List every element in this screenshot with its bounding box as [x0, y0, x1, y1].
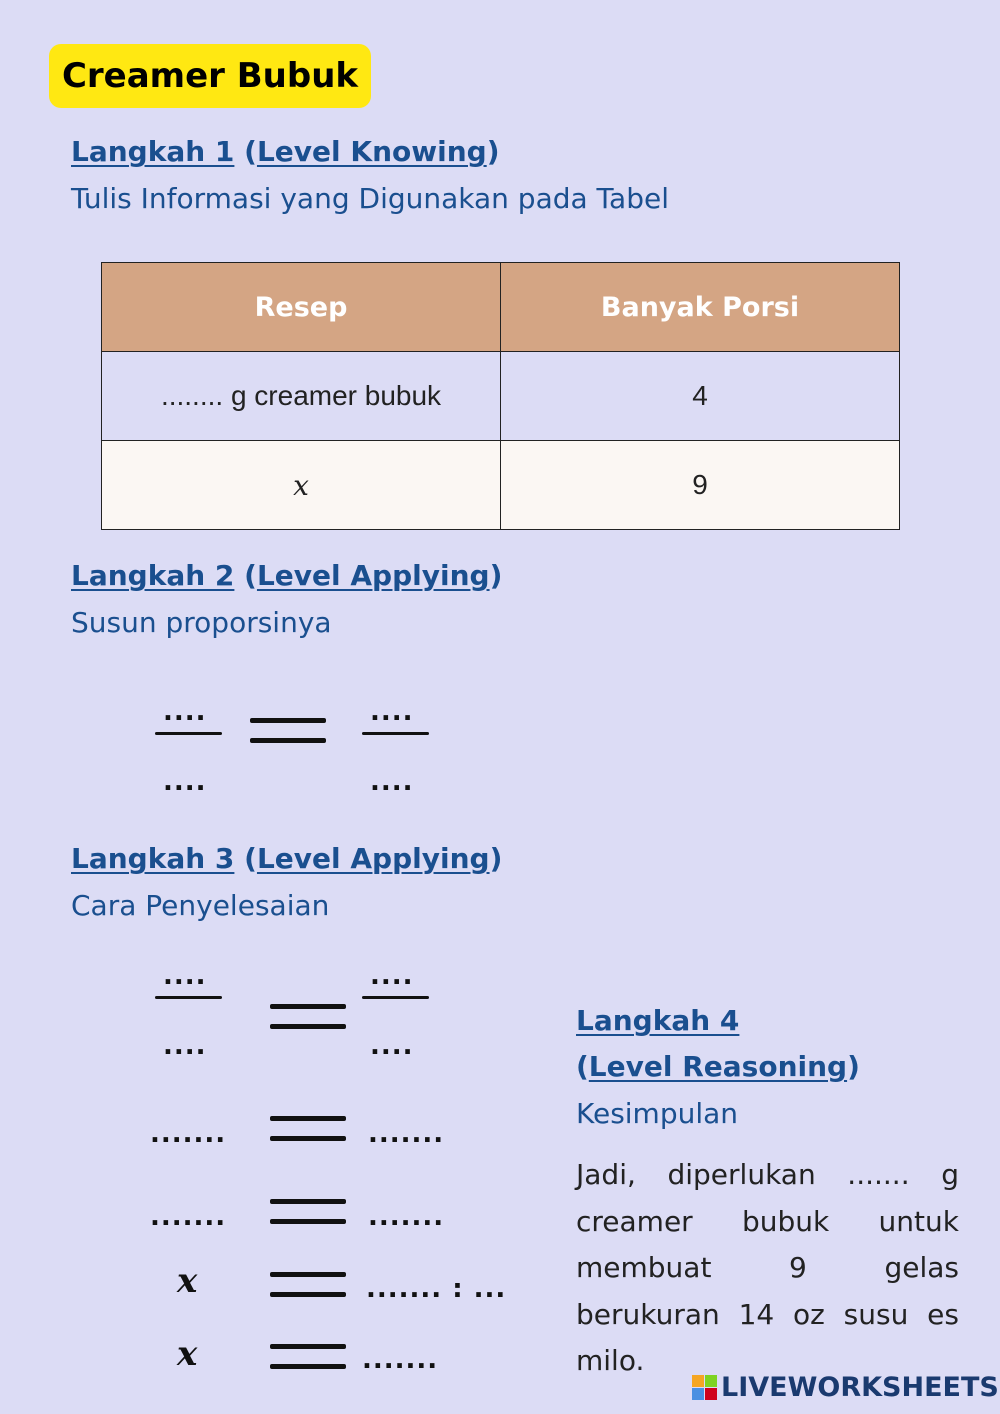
table-cell-porsi: 9	[501, 441, 900, 530]
logo-square	[692, 1375, 704, 1387]
step3-denominator-left[interactable]: ....	[163, 1031, 207, 1061]
step4-label-line	[576, 1004, 739, 1037]
step4-label: Langkah 4	[576, 1004, 740, 1037]
table-row	[102, 441, 900, 530]
step2-label: Langkah 2	[71, 559, 235, 592]
fraction-bar	[155, 996, 222, 999]
equals-bar-top	[270, 1199, 346, 1204]
step4-subtitle: Kesimpulan	[576, 1097, 739, 1130]
equals-bar-top	[270, 1344, 346, 1349]
logo-square	[705, 1388, 717, 1400]
equals-bar-bottom	[270, 1219, 346, 1224]
table-header-porsi: Banyak Porsi	[501, 263, 900, 352]
step3-line2-right[interactable]: .......	[368, 1119, 445, 1149]
step1-level: Level Knowing	[256, 135, 487, 168]
equals-bar-bottom	[270, 1292, 346, 1297]
step3-numerator-right[interactable]: ....	[370, 961, 414, 991]
step4-conclusion: Jadi, diperlukan ....... g creamer bubuk untuk membuat 9 gelas berukuran 14 oz susu es milo.	[576, 1158, 959, 1377]
step2-numerator-right[interactable]: ....	[370, 697, 414, 727]
step3-numerator-left[interactable]: ....	[163, 961, 207, 991]
page-title: Creamer Bubuk	[49, 44, 371, 108]
step3-line4-variable: x	[177, 1261, 198, 1301]
liveworksheets-logo	[692, 1372, 999, 1403]
step3-subtitle: Cara Penyelesaian	[71, 889, 330, 922]
step3-line3-left[interactable]: .......	[150, 1202, 227, 1232]
fraction-bar	[362, 996, 429, 999]
step2-heading: Langkah 2 (Level Applying)	[71, 559, 503, 592]
table-cell-porsi: 4	[501, 352, 900, 441]
step2-subtitle: Susun proporsinya	[71, 606, 332, 639]
step3-line5-answer[interactable]: .......	[362, 1345, 439, 1375]
step3-line5-variable: x	[177, 1334, 198, 1374]
step3-heading: Langkah 3 (Level Applying)	[71, 842, 503, 875]
step3-level: Level Applying	[256, 842, 490, 875]
equals-bar-top	[270, 1116, 346, 1121]
step3-denominator-right[interactable]: ....	[370, 1031, 414, 1061]
step1-label: Langkah 1	[71, 135, 235, 168]
fraction-bar	[362, 732, 429, 735]
info-table	[101, 262, 900, 530]
step2-denominator-right[interactable]: ....	[370, 767, 414, 797]
equals-bar-bottom	[250, 738, 326, 743]
step3-line3-right[interactable]: .......	[368, 1202, 445, 1232]
fraction-bar	[155, 732, 222, 735]
table-row	[102, 352, 900, 441]
step2-level: Level Applying	[256, 559, 490, 592]
step3-line4-divide[interactable]: ....... : ...	[366, 1274, 507, 1304]
liveworksheets-brand: LIVEWORKSHEETS	[721, 1372, 999, 1403]
table-cell-resep-blank[interactable]: ........ g creamer bubuk	[102, 352, 501, 441]
step4-level: Level Reasoning	[588, 1050, 848, 1083]
equals-bar-top	[250, 718, 326, 723]
step4-level-line: (Level Reasoning)	[576, 1050, 860, 1083]
table-header-resep: Resep	[102, 263, 501, 352]
step2-denominator-left[interactable]: ....	[163, 767, 207, 797]
equals-bar-bottom	[270, 1024, 346, 1029]
step2-numerator-left[interactable]: ....	[163, 697, 207, 727]
table-cell-variable: x	[102, 441, 501, 530]
step1-subtitle: Tulis Informasi yang Digunakan pada Tabel	[71, 182, 669, 215]
equals-bar-bottom	[270, 1364, 346, 1369]
step3-label: Langkah 3	[71, 842, 235, 875]
liveworksheets-icon	[692, 1375, 717, 1400]
equals-bar-top	[270, 1272, 346, 1277]
step3-line2-left[interactable]: .......	[150, 1119, 227, 1149]
logo-square	[692, 1388, 704, 1400]
equals-bar-bottom	[270, 1136, 346, 1141]
equals-bar-top	[270, 1004, 346, 1009]
step1-heading: Langkah 1 (Level Knowing)	[71, 135, 500, 168]
logo-square	[705, 1375, 717, 1387]
